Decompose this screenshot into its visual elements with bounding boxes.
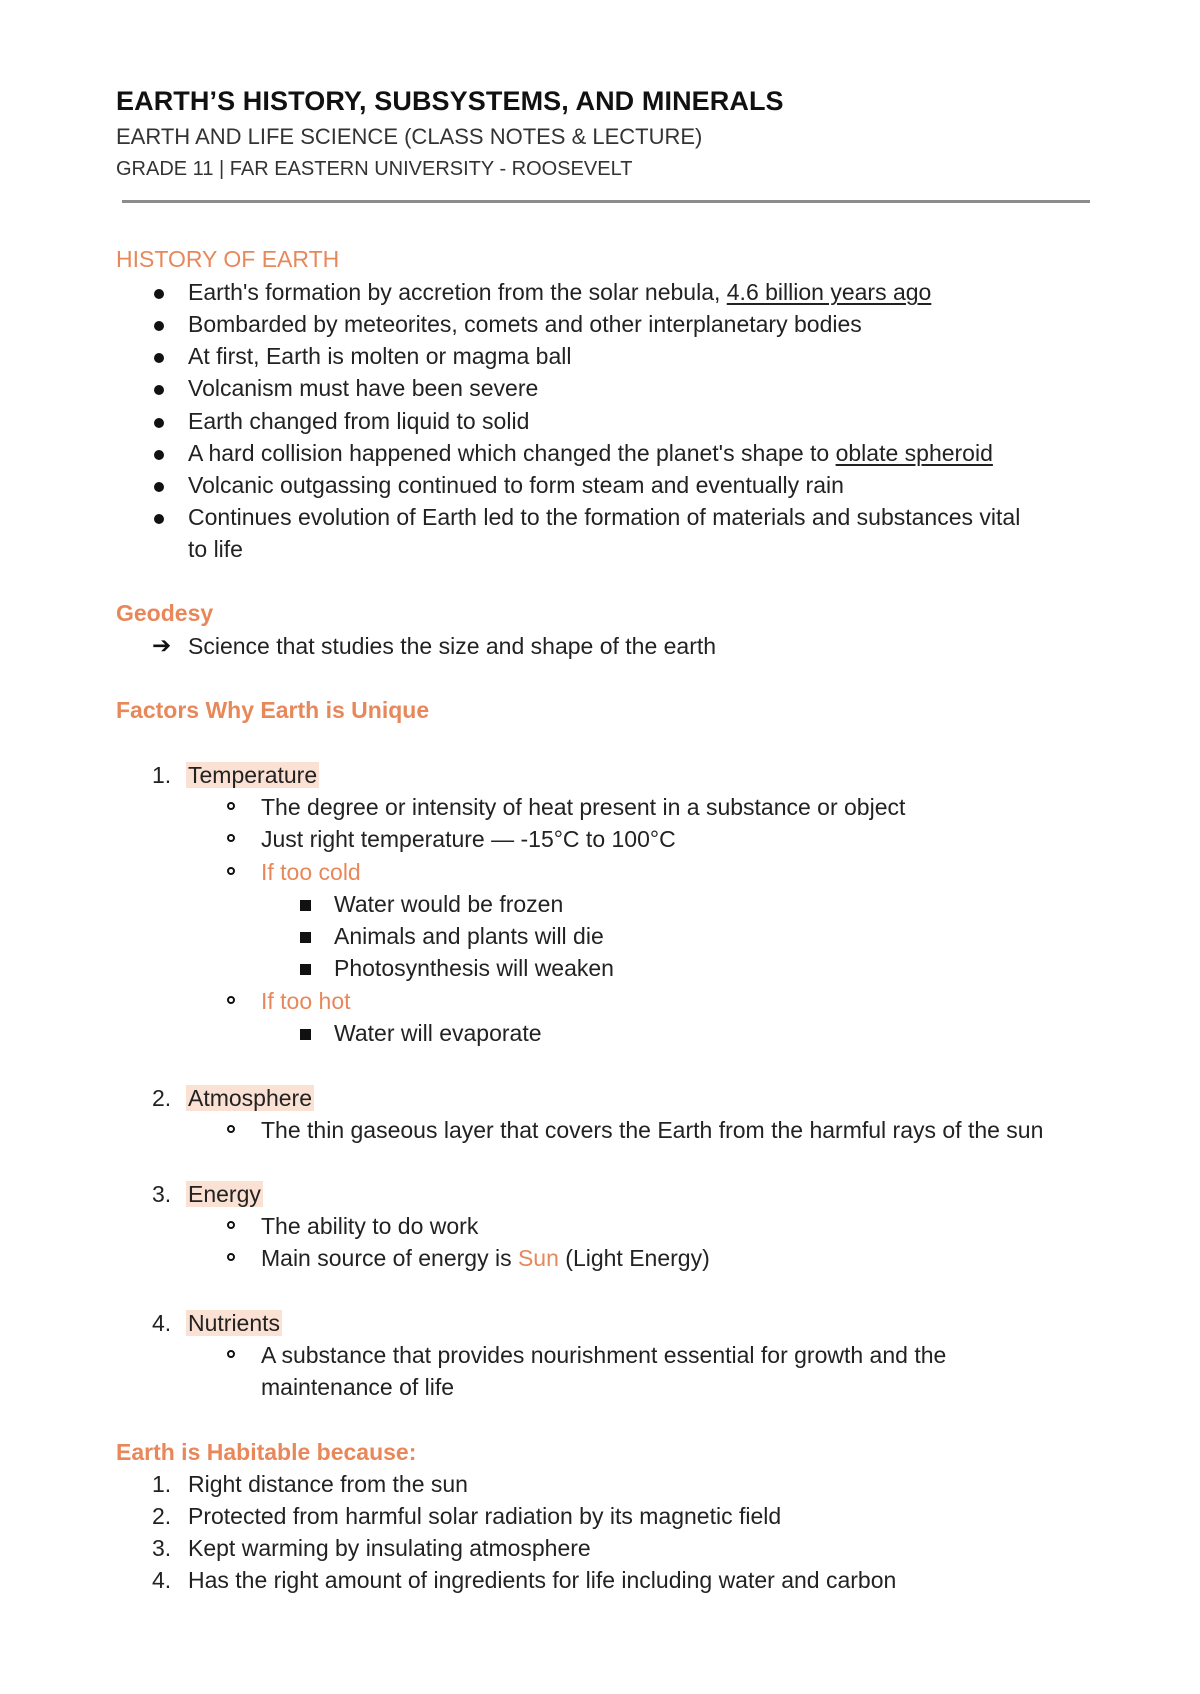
bullet-icon [154,385,164,395]
list-item: Kept warming by insulating atmosphere [188,1535,591,1561]
document-subtitle: EARTH AND LIFE SCIENCE (CLASS NOTES & LECTURE) [116,124,703,149]
arrow-right-icon: ➔ [152,632,172,658]
geodesy-definition: Science that studies the size and shape of the earth [188,633,717,659]
history-heading: HISTORY OF EARTH [116,246,340,272]
document-meta: GRADE 11 | FAR EASTERN UNIVERSITY - ROOSEVELT [116,158,633,180]
bullet-icon [227,867,235,875]
list-item: Protected from harmful solar radiation by its magnetic field [188,1503,782,1529]
list-number: 3. [152,1181,172,1207]
bullet-icon [227,834,235,842]
too-hot-label: If too hot [261,988,351,1014]
bullet-icon [227,996,235,1004]
list-number: 2. [152,1503,172,1529]
list-item: The thin gaseous layer that covers the Earth from the harmful rays of the sun [261,1117,1044,1143]
list-item: Volcanism must have been severe [188,375,539,401]
list-item-continuation: maintenance of life [261,1374,455,1400]
bullet-icon [154,353,164,363]
list-item: The ability to do work [261,1213,479,1239]
list-item-continuation: to life [188,536,243,562]
geodesy-heading: Geodesy [116,600,214,626]
list-number: 2. [152,1085,172,1111]
list-number: 1. [152,762,172,788]
bullet-icon [227,1253,235,1261]
factor-title: Temperature [188,762,318,788]
bullet-icon [154,418,164,428]
list-item: A hard collision happened which changed the planet's shape to oblate spheroid [188,440,993,466]
habitable-heading: Earth is Habitable because: [116,1439,417,1465]
list-item: Main source of energy is Sun (Light Energy) [261,1245,710,1271]
bullet-icon [227,1221,235,1229]
bullet-icon [227,1350,235,1358]
list-item: Photosynthesis will weaken [334,955,614,981]
list-number: 4. [152,1310,172,1336]
bullet-icon [154,482,164,492]
list-item: Earth's formation by accretion from the solar nebula, 4.6 billion years ago [188,279,932,305]
list-item: Water will evaporate [334,1020,542,1046]
bullet-icon [300,900,311,911]
too-cold-label: If too cold [261,859,361,885]
bullet-icon [154,514,164,524]
list-item: Volcanic outgassing continued to form steam and eventually rain [188,472,844,498]
bullet-icon [300,932,311,943]
factor-title: Atmosphere [188,1085,313,1111]
factor-title: Nutrients [188,1310,281,1336]
list-number: 3. [152,1535,172,1561]
bullet-icon [300,1029,311,1040]
list-number: 1. [152,1471,172,1497]
bullet-icon [154,321,164,331]
bullet-icon [227,1125,235,1133]
bullet-icon [154,289,164,299]
document-title: EARTH’S HISTORY, SUBSYSTEMS, AND MINERALS [116,86,784,116]
bullet-icon [154,450,164,460]
list-item: Bombarded by meteorites, comets and other interplanetary bodies [188,311,862,337]
bullet-icon [227,802,235,810]
list-item: Right distance from the sun [188,1471,468,1497]
list-item: Earth changed from liquid to solid [188,408,530,434]
list-item: Animals and plants will die [334,923,604,949]
list-item: Has the right amount of ingredients for life including water and carbon [188,1567,897,1593]
factors-heading: Factors Why Earth is Unique [116,697,430,723]
list-item: A substance that provides nourishment essential for growth and the [261,1342,947,1368]
list-item: Just right temperature — -15°C to 100°C [261,826,676,852]
list-item: The degree or intensity of heat present in a substance or object [261,794,906,820]
header-divider [122,200,1090,203]
list-number: 4. [152,1567,172,1593]
factor-title: Energy [188,1181,261,1207]
list-item: At first, Earth is molten or magma ball [188,343,572,369]
bullet-icon [300,964,311,975]
list-item: Water would be frozen [334,891,564,917]
list-item: Continues evolution of Earth led to the formation of materials and substances vital [188,504,1021,530]
